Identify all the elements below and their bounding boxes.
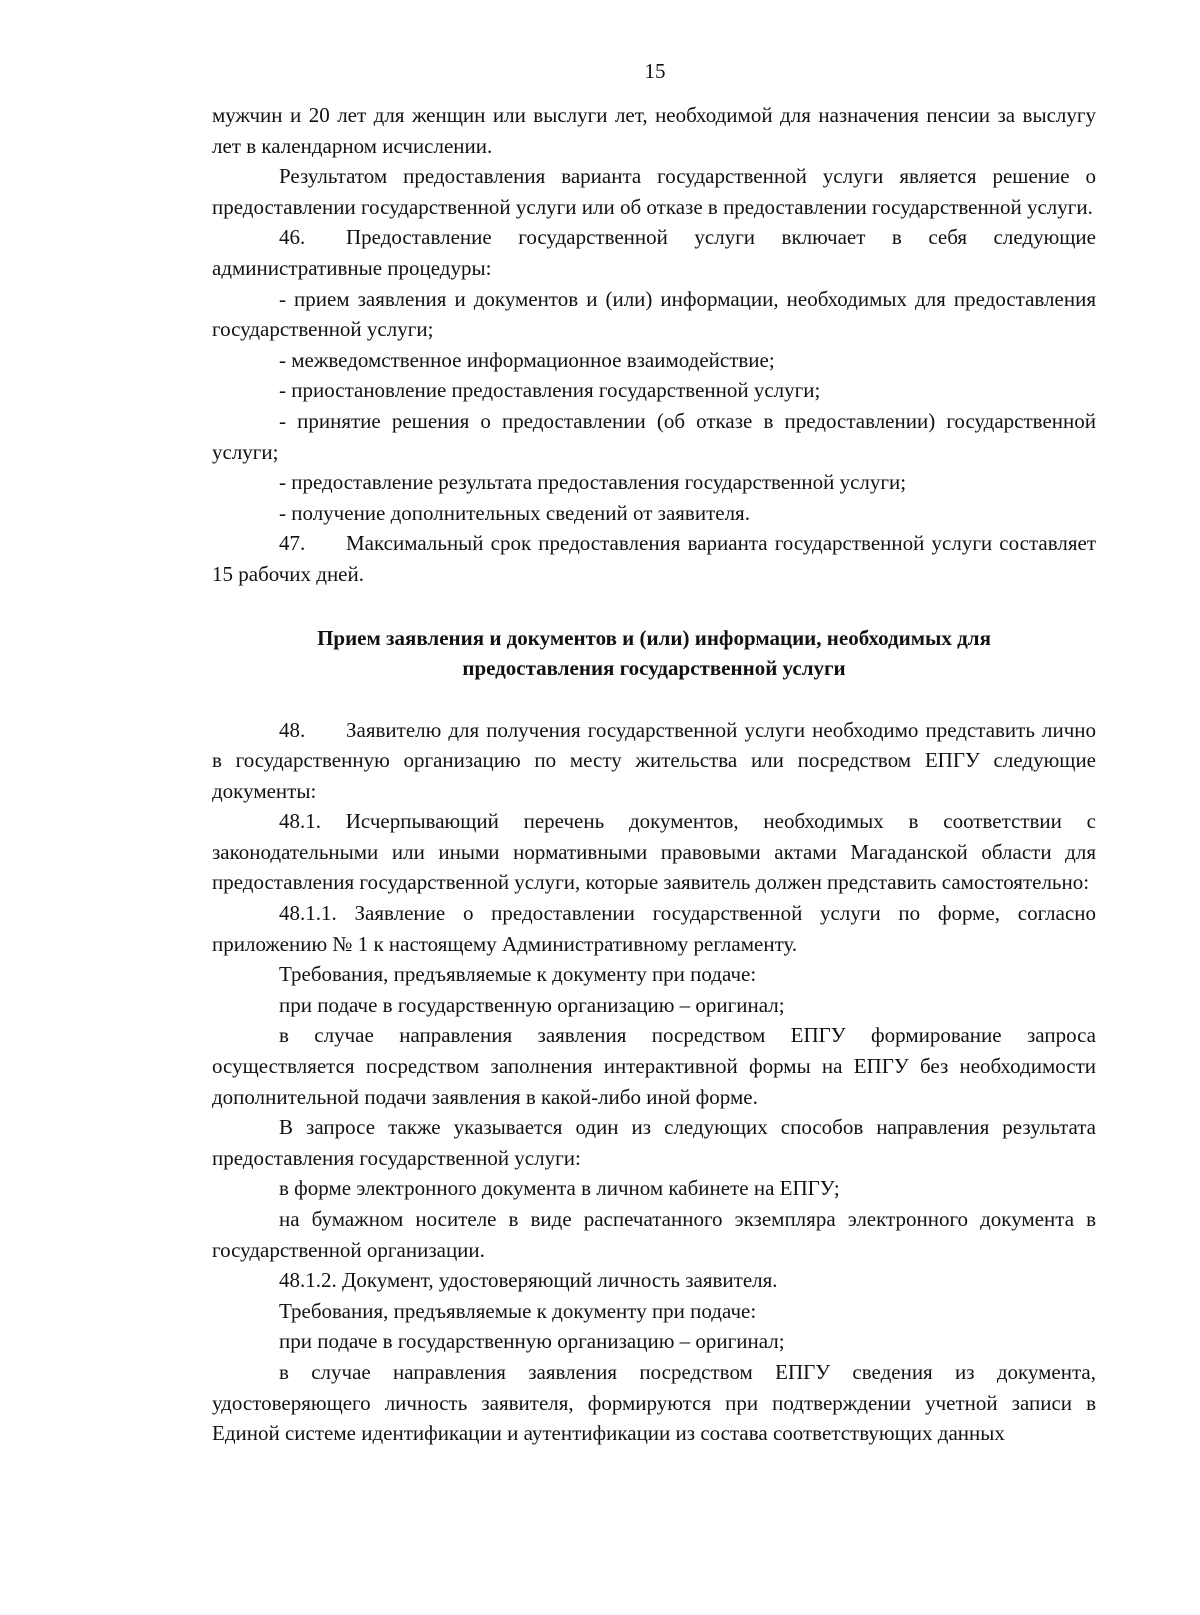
paragraph: мужчин и 20 лет для женщин или выслуги лет, необходимой для назначения пенсии за выслугу лет в календарном исчислении. bbox=[212, 103, 1096, 158]
section-heading-line: Прием заявления и документов и (или) информации, необходимых для bbox=[317, 625, 991, 650]
paragraph: Результатом предоставления варианта государственной услуги является решение о предоставлении государственной услуги или об отказе в предоставлении государственной услуги. bbox=[212, 164, 1096, 219]
paragraph: при подаче в государственную организацию – оригинал; bbox=[279, 992, 785, 1017]
list-item: - предоставление результата предоставления государственной услуги; bbox=[279, 470, 907, 495]
paragraph-number: 47. bbox=[279, 531, 306, 556]
paragraph-text: Максимальный срок предоставления варианта государственной услуги составляет 15 рабочих дней. bbox=[212, 531, 1096, 586]
paragraph: в форме электронного документа в личном кабинете на ЕПГУ; bbox=[279, 1176, 840, 1201]
list-item: - принятие решения о предоставлении (об отказе в предоставлении) государственной услуги; bbox=[212, 408, 1096, 464]
page-number: 15 bbox=[644, 59, 666, 83]
numbered-paragraph bbox=[212, 528, 1096, 589]
paragraph: В запросе также указывается один из следующих способов направления результата предоставления государственной услуги: bbox=[212, 1115, 1096, 1170]
paragraph: 48.1. Исчерпывающий перечень документов, необходимых в соответствии с законодательными или иными нормативными правовыми актами Магаданской области для предоставления государственной услуги, которые заявитель должен представить самостоятельно: bbox=[212, 809, 1096, 895]
numbered-paragraph bbox=[212, 222, 1096, 283]
paragraph-number: 46. bbox=[279, 225, 306, 250]
section-heading bbox=[212, 623, 1096, 683]
list-item: - приостановление предоставления государственной услуги; bbox=[279, 378, 821, 403]
document-body bbox=[212, 100, 1096, 1449]
paragraph: в случае направления заявления посредством ЕПГУ сведения из документа, удостоверяющего личность заявителя, формируются при подтверждении учетной записи в Единой системе идентификации и аутентификации из состава соответствующих данных bbox=[212, 1359, 1096, 1446]
paragraph: 48.1.2. Документ, удостоверяющий личность заявителя. bbox=[279, 1268, 778, 1293]
paragraph-number: 48. bbox=[279, 717, 306, 742]
paragraph-text: Предоставление государственной услуги включает в себя следующие административные процедуры: bbox=[212, 225, 1096, 280]
paragraph: Требования, предъявляемые к документу при подаче: bbox=[279, 1298, 757, 1323]
paragraph-text: Заявителю для получения государственной услуги необходимо представить лично в государственную организацию по месту жительства или посредством ЕПГУ следующие документы: bbox=[212, 717, 1096, 803]
list-item: - прием заявления и документов и (или) информации, необходимых для предоставления государственной услуги; bbox=[212, 286, 1096, 342]
paragraph: 48.1.1. Заявление о предоставлении государственной услуги по форме, согласно приложению № 1 к настоящему Административному регламенту. bbox=[212, 901, 1096, 956]
section-heading-line: предоставления государственной услуги bbox=[462, 655, 846, 680]
list-item: - получение дополнительных сведений от заявителя. bbox=[279, 500, 750, 525]
list-item: - межведомственное информационное взаимодействие; bbox=[279, 347, 775, 372]
paragraph: Требования, предъявляемые к документу при подаче: bbox=[279, 962, 757, 987]
numbered-paragraph bbox=[212, 715, 1096, 807]
paragraph: в случае направления заявления посредством ЕПГУ формирование запроса осуществляется посредством заполнения интерактивной формы на ЕПГУ без необходимости дополнительной подачи заявления в какой-либо иной форме. bbox=[212, 1023, 1096, 1109]
paragraph: при подаче в государственную организацию – оригинал; bbox=[279, 1329, 785, 1354]
paragraph: на бумажном носителе в виде распечатанного экземпляра электронного документа в государственной организации. bbox=[212, 1207, 1096, 1262]
